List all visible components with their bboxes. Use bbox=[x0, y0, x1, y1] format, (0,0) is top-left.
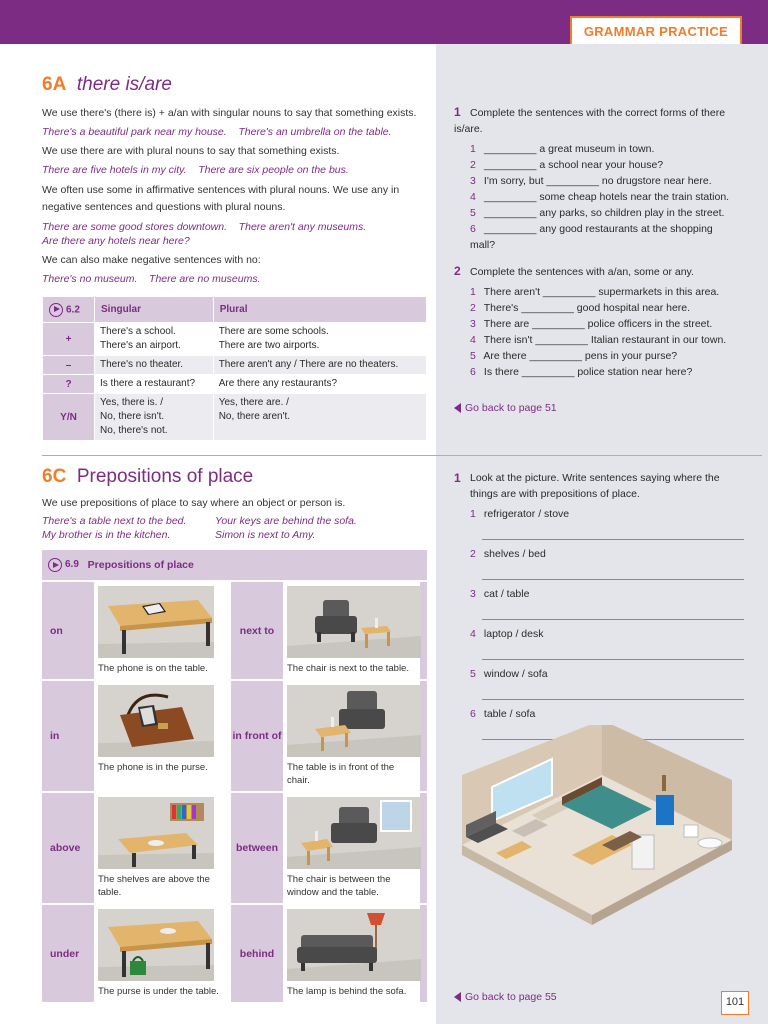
grammar-practice-badge: GRAMMAR PRACTICE bbox=[570, 16, 742, 48]
page-number: 101 bbox=[721, 991, 749, 1015]
exercise-instruction: Complete the sentences with the correct forms of there is/are. bbox=[454, 107, 726, 135]
exercise-item: 6 Is there _________ police station near here? bbox=[470, 366, 693, 378]
illustration-on bbox=[98, 586, 214, 658]
example-text: There's a beautiful park near my house. There's an umbrella on the table. bbox=[42, 126, 392, 138]
audio-play-icon[interactable] bbox=[48, 558, 62, 572]
table-cell: There are some schools. There are two airports. bbox=[213, 323, 426, 356]
exercise-item: 6 _________ any good restaurants at the shopping mall? bbox=[470, 223, 713, 251]
exercise-item: 2 _________ a school near your house? bbox=[470, 159, 664, 171]
illustration-in-front-of bbox=[287, 685, 421, 757]
apartment-illustration bbox=[452, 725, 742, 960]
exercise-item: 2 There's _________ good hospital near here. bbox=[470, 302, 691, 314]
exercise-item: 3 cat / table bbox=[470, 588, 530, 600]
rule-text: We often use some in affirmative sentences with plural nouns. We use any in negative sentences and questions with plural nouns. bbox=[42, 184, 400, 213]
go-back-link-55[interactable]: Go back to page 55 bbox=[454, 991, 557, 1003]
illustration-above bbox=[98, 797, 214, 869]
exercise-item: 1 _________ a great museum in town. bbox=[470, 143, 655, 155]
answer-line[interactable] bbox=[482, 522, 744, 540]
col-plural: Plural bbox=[213, 297, 426, 323]
exercise-item: 5 _________ any parks, so children play in the street. bbox=[470, 207, 725, 219]
exercises-6a: 1 Complete the sentences with the correct forms of there is/are. 1 _________ a great museum in town. 2 _________ a school near your house? 3 I'm sorry, but _________ no drugstore near here. 4 _________ some cheap hotels near the train station. 5 _________ any parks, so children play in the street. 6 _________ any good restaurants at the shopping mall? 2 Complete the sentences with a/an, some or any. 1 There aren't _________ supermarkets in this area. 2 There's _________ good hospital near here. 3 There are _________ police officers in the street. 4 There isn't _________ Italian restaurant in our town. 5 Are there _________ pens in your purse? 6 Is there _________ police station near here? Go back to page 51 bbox=[454, 104, 754, 416]
section-6a-title: 6A there is/are bbox=[42, 74, 172, 95]
illustration-under bbox=[98, 909, 214, 981]
exercise-item: 5 window / sofa bbox=[470, 668, 548, 680]
back-arrow-icon bbox=[454, 992, 461, 1002]
illustration-behind bbox=[287, 909, 421, 981]
preposition-row: under The purse is under the table. behind The lamp is behind the sofa. bbox=[42, 903, 427, 1002]
prepositions-table: 6.9 Prepositions of place on The phone is on the table. next to The chair is next to the table. in The phone is in the purse. in front of The table is in front of the chair. above The shelves are above the table. between The chair is between the window and the table. under The purse is under the table. behind The lamp is behind the sofa. bbox=[42, 550, 427, 1002]
preposition-row: on The phone is on the table. next to The chair is next to the table. bbox=[42, 580, 427, 679]
section-6c: 6C Prepositions of place We use prepositions of place to say where an object or person is. There's a table next to the bed. Your keys are behind the sofa. My brother is in the kitchen. Simon is next to Amy. bbox=[42, 466, 427, 542]
illustration-between bbox=[287, 797, 421, 869]
exercise-instruction: Look at the picture. Write sentences saying where the things are with prepositions of place. bbox=[470, 472, 720, 500]
exercise-item: 6 table / sofa bbox=[470, 708, 536, 720]
section-6c-title: 6C Prepositions of place bbox=[42, 466, 254, 487]
exercise-item: 2 shelves / bed bbox=[470, 548, 546, 560]
go-back-link-51[interactable]: Go back to page 51 bbox=[454, 400, 754, 416]
section-6a bbox=[42, 74, 427, 286]
exercise-item: 3 I'm sorry, but _________ no drugstore near here. bbox=[470, 175, 712, 187]
answer-line[interactable] bbox=[482, 602, 744, 620]
table-cell: Is there a restaurant? bbox=[95, 375, 214, 394]
exercise-item: 5 Are there _________ pens in your purse? bbox=[470, 350, 678, 362]
rule-text: We use there are with plural nouns to say that something exists. bbox=[42, 145, 340, 157]
answer-line[interactable] bbox=[482, 682, 744, 700]
table-cell: Yes, there are. / No, there aren't. bbox=[213, 394, 426, 441]
section-divider bbox=[42, 455, 762, 456]
rule-text: We use there's (there is) + a/an with singular nouns to say that something exists. bbox=[42, 107, 417, 119]
exercise-instruction: Complete the sentences with a/an, some or any. bbox=[470, 266, 694, 278]
table-cell: Yes, there is. / No, there isn't. No, there's not. bbox=[95, 394, 214, 441]
illustration-in bbox=[98, 685, 214, 757]
exercise-item: 4 laptop / desk bbox=[470, 628, 544, 640]
exercise-item: 3 There are _________ police officers in the street. bbox=[470, 318, 713, 330]
table-cell: Are there any restaurants? bbox=[213, 375, 426, 394]
preposition-row: above The shelves are above the table. between The chair is between the window and the table. bbox=[42, 791, 427, 903]
rule-text: We can also make negative sentences with no: bbox=[42, 254, 261, 266]
audio-play-icon[interactable] bbox=[49, 303, 63, 317]
example-text: There's no museum. There are no museums. bbox=[42, 273, 261, 285]
exercise-item: 4 There isn't _________ Italian restaurant in our town. bbox=[470, 334, 727, 346]
exercise-item: 1 refrigerator / stove bbox=[470, 508, 570, 520]
answer-line[interactable] bbox=[482, 642, 744, 660]
there-is-are-table: 6.2 Singular Plural + There's a school. There's an airport. There are some schools. There are two airports. – There's no theater. There aren't any / There are no theaters. ? Is there a restaurant? Are there any restaurants? Y/N Yes, there is. / No, there isn't. No, there's not. Yes, there are. / No, there aren't. bbox=[42, 296, 427, 441]
example-text: There are some good stores downtown. There aren't any museums. bbox=[42, 221, 367, 233]
back-arrow-icon bbox=[454, 403, 461, 413]
table-cell: There's no theater. bbox=[95, 356, 214, 375]
preposition-row: in The phone is in the purse. in front of The table is in front of the chair. bbox=[42, 679, 427, 791]
col-singular: Singular bbox=[95, 297, 214, 323]
answer-line[interactable] bbox=[482, 562, 744, 580]
table-cell: There aren't any / There are no theaters. bbox=[213, 356, 426, 375]
exercises-6c: 1 Look at the picture. Write sentences saying where the things are with prepositions of place. 1 refrigerator / stove 2 shelves / bed 3 cat / table 4 laptop / desk 5 window / sofa 6 table / sofa bbox=[454, 470, 754, 740]
rule-text: We use prepositions of place to say where an object or person is. bbox=[42, 497, 346, 509]
exercise-item: 4 _________ some cheap hotels near the train station. bbox=[470, 191, 730, 203]
exercise-item: 1 There aren't _________ supermarkets in this area. bbox=[470, 286, 720, 298]
example-text: There are five hotels in my city. There are six people on the bus. bbox=[42, 164, 349, 176]
table-cell: There's a school. There's an airport. bbox=[95, 323, 214, 356]
example-text: Are there any hotels near here? bbox=[42, 235, 190, 247]
illustration-next-to bbox=[287, 586, 421, 658]
